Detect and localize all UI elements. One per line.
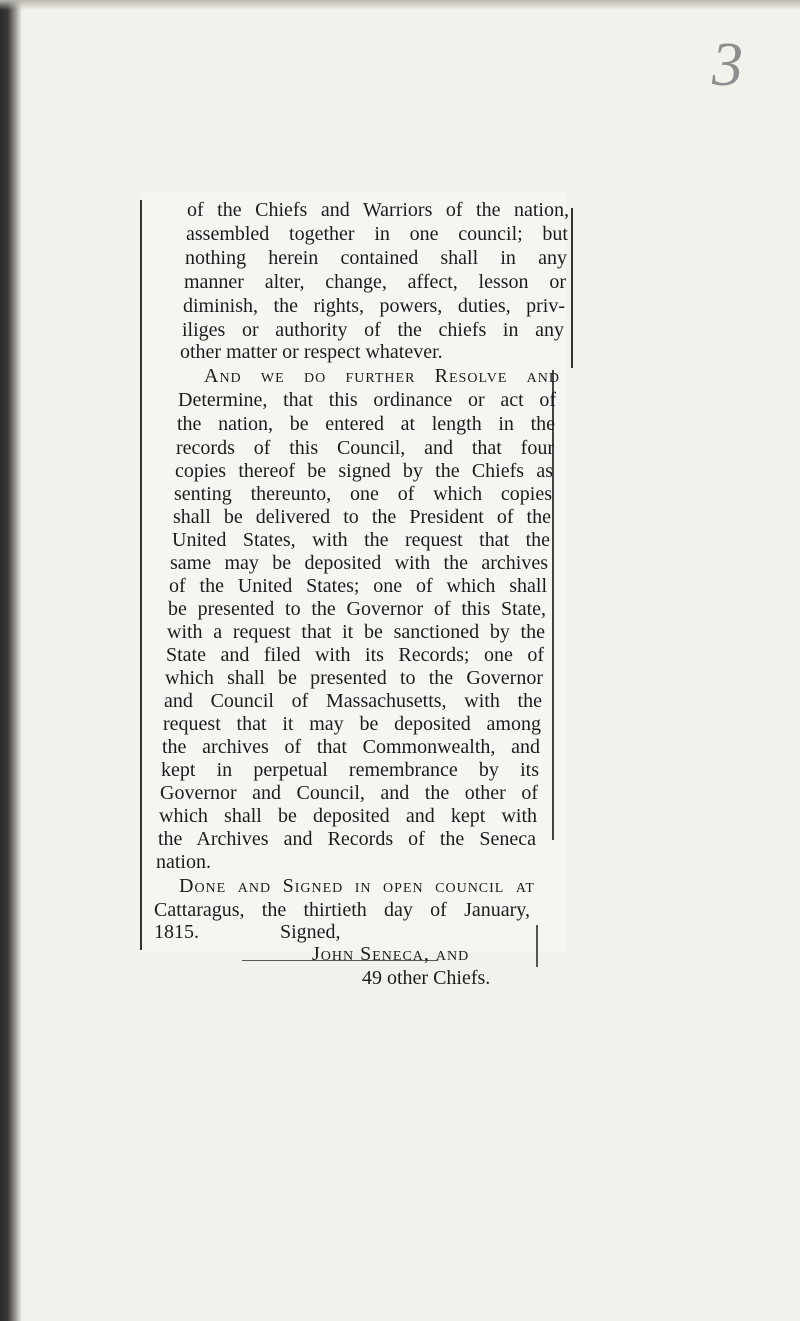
para2-line-7: shall be delivered to the President of the bbox=[173, 506, 551, 528]
page-number: 3 bbox=[712, 31, 743, 99]
column-rule-left bbox=[140, 200, 142, 950]
para2-line-4: records of this Council, and that four bbox=[176, 437, 554, 459]
para1-line-5: diminish, the rights, powers, duties, priv- bbox=[183, 295, 565, 317]
para1-line-1: of the Chiefs and Warriors of the nation, bbox=[187, 199, 569, 221]
para2-line-10: of the United States; one of which shall bbox=[169, 575, 547, 597]
column-rule-right-bottom bbox=[536, 925, 538, 967]
scan-edge-left bbox=[0, 0, 22, 1321]
signed-label: Signed, bbox=[280, 921, 341, 943]
para2-line-13: State and filed with its Records; one of bbox=[166, 644, 544, 666]
other-chiefs: 49 other Chiefs. bbox=[362, 967, 491, 989]
para2-line-17: the archives of that Commonwealth, and bbox=[162, 736, 540, 758]
para2-line-9: same may be deposited with the archives bbox=[170, 552, 548, 574]
para2-line-2: Determine, that this ordinance or act of bbox=[178, 389, 556, 411]
para1-line-2: assembled together in one council; but bbox=[186, 223, 568, 245]
scan-edge-top bbox=[0, 0, 800, 10]
para1-line-7: other matter or respect whatever. bbox=[180, 341, 443, 363]
para2-line-19: Governor and Council, and the other of bbox=[160, 782, 538, 804]
para2-line-12: with a request that it be sanctioned by the bbox=[167, 621, 545, 643]
para2-line-16: request that it may be deposited among bbox=[163, 713, 541, 735]
para1-line-6: iliges or authority of the chiefs in any bbox=[182, 319, 564, 341]
para2-line-6: senting thereunto, one of which copies bbox=[174, 483, 552, 505]
para2-line-11: be presented to the Governor of this State, bbox=[168, 598, 546, 620]
para2-line-20: which shall be deposited and kept with bbox=[159, 805, 537, 827]
para1-line-4: manner alter, change, affect, lesson or bbox=[184, 271, 566, 293]
year: 1815. bbox=[154, 921, 199, 943]
column-rule-right bbox=[571, 208, 573, 368]
para2-line-1: And we do further Resolve and bbox=[204, 365, 560, 387]
signatory-name: John Seneca, and bbox=[312, 943, 470, 965]
para1-line-3: nothing herein contained shall in any bbox=[185, 247, 567, 269]
para2-line-3: the nation, be entered at length in the bbox=[177, 413, 555, 435]
para2-line-15: and Council of Massachusetts, with the bbox=[164, 690, 542, 712]
para2-line-22: nation. bbox=[156, 851, 211, 873]
para2-line-18: kept in perpetual remembrance by its bbox=[161, 759, 539, 781]
para2-line-21: the Archives and Records of the Seneca bbox=[158, 828, 536, 850]
para2-line-8: United States, with the request that the bbox=[172, 529, 550, 551]
para3-line-1: Done and Signed in open council at bbox=[179, 875, 535, 897]
para2-line-5: copies thereof be signed by the Chiefs as bbox=[175, 460, 553, 482]
para3-line-2: Cattaragus, the thirtieth day of January, bbox=[154, 899, 530, 921]
para2-line-14: which shall be presented to the Governor bbox=[165, 667, 543, 689]
